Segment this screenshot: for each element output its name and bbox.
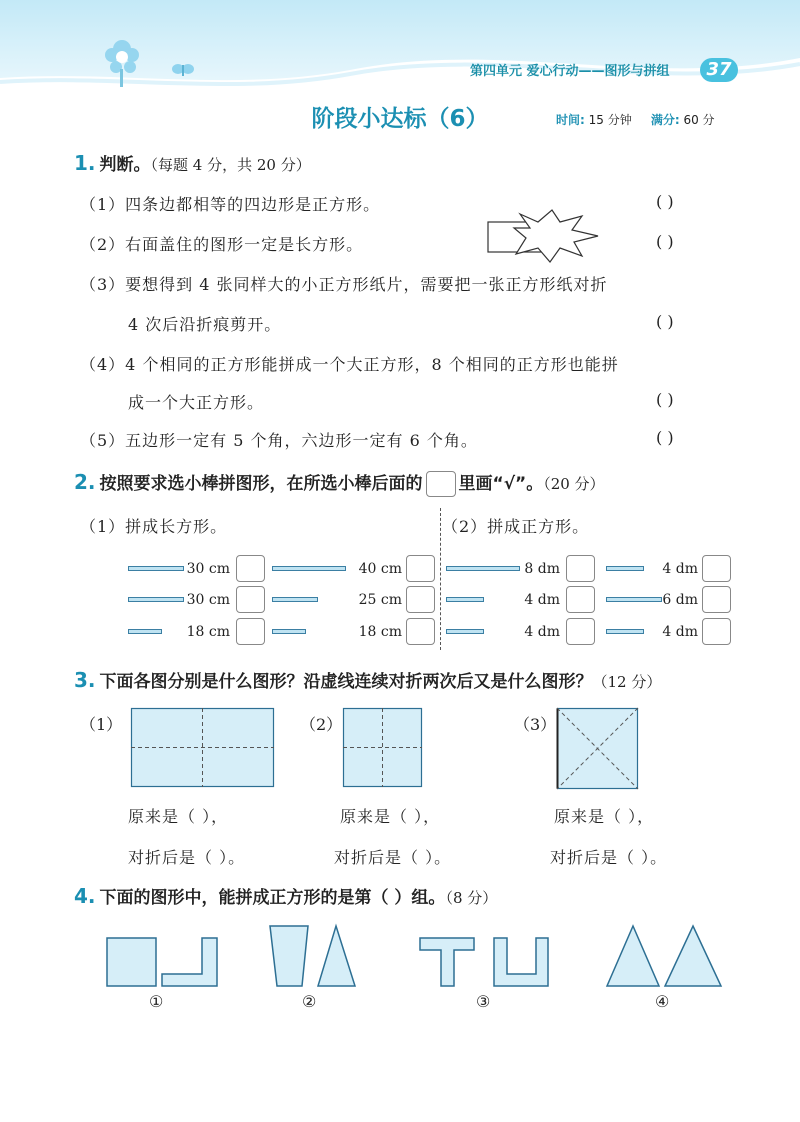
q3-folded-3: 对折后是（ ）。 xyxy=(550,848,668,867)
q2-heading xyxy=(74,469,605,497)
q2-part1-label: （1）拼成长方形。 xyxy=(80,517,228,536)
stick-length: 8 dm xyxy=(524,561,560,577)
q3-folded-2: 对折后是（ ）。 xyxy=(334,848,452,867)
time-value: 15 分钟 xyxy=(588,113,632,127)
q4-group-2-figure xyxy=(268,924,358,988)
q3-label-3: （3） xyxy=(514,715,557,734)
stick-checkbox[interactable] xyxy=(566,555,595,582)
stick-checkbox[interactable] xyxy=(702,586,731,613)
stick xyxy=(446,597,484,602)
q3-label-2: （2） xyxy=(300,715,343,734)
page-title: 阶段小达标（6） xyxy=(311,106,489,132)
stick xyxy=(128,629,162,634)
stick-checkbox[interactable] xyxy=(406,555,435,582)
flower-icon xyxy=(98,35,148,90)
covered-shape-figure xyxy=(486,208,606,264)
q1-heading xyxy=(74,150,311,175)
stick-checkbox[interactable] xyxy=(406,586,435,613)
q2-title-after: 里画“√”。 xyxy=(458,474,544,494)
q4-group-label-1: ① xyxy=(149,992,164,1011)
q3-title: 下面各图分别是什么图形？沿虚线连续对折两次后又是什么图形？ xyxy=(99,672,593,692)
q1-item-4b: 成一个大正方形。 xyxy=(128,393,265,412)
stick-checkbox[interactable] xyxy=(566,586,595,613)
stick-length: 40 cm xyxy=(358,561,402,577)
stick-checkbox[interactable] xyxy=(702,555,731,582)
stick xyxy=(606,566,644,571)
q1-item-4a: （4）4 个相同的正方形能拼成一个大正方形，8 个相同的正方形也能拼 xyxy=(80,355,619,374)
q1-item-5: （5）五边形一定有 5 个角，六边形一定有 6 个角。 xyxy=(80,431,478,450)
q4-title: 下面的图形中，能拼成正方形的是第（ ）组。 xyxy=(99,888,446,908)
q4-group-label-3: ③ xyxy=(476,992,491,1011)
q4-number: 4. xyxy=(74,884,96,908)
stick-checkbox[interactable] xyxy=(406,618,435,645)
q3-figure-square-diagonals xyxy=(557,708,639,790)
q3-orig-1: 原来是（ ）， xyxy=(128,807,229,826)
q1-item-3a: （3）要想得到 4 张同样大的小正方形纸片，需要把一张正方形纸对折 xyxy=(80,275,608,294)
stick xyxy=(606,629,644,634)
q3-number: 3. xyxy=(74,668,96,692)
q1-answer-2[interactable]: ( ) xyxy=(656,232,674,251)
q4-group-label-4: ④ xyxy=(655,992,670,1011)
stick-length: 25 cm xyxy=(358,592,402,608)
q4-group-label-2: ② xyxy=(302,992,317,1011)
q4-group-3-figure xyxy=(418,936,550,988)
q2-part2-label: （2）拼成正方形。 xyxy=(442,517,590,536)
stick xyxy=(272,566,346,571)
q3-heading xyxy=(74,667,661,692)
q2-title-before: 按照要求选小棒拼图形，在所选小棒后面的 xyxy=(99,474,423,494)
stick xyxy=(272,597,318,602)
q1-item-1: （1）四条边都相等的四边形是正方形。 xyxy=(80,195,381,214)
stick-checkbox[interactable] xyxy=(236,618,265,645)
time-label: 时间: xyxy=(556,113,585,127)
q3-folded-1: 对折后是（ ）。 xyxy=(128,848,246,867)
q1-item-2: （2）右面盖住的图形一定是长方形。 xyxy=(80,235,364,254)
q4-group-1-figure xyxy=(106,936,218,988)
q1-answer-4[interactable]: ( ) xyxy=(656,390,674,409)
q4-group-4-figure xyxy=(605,924,725,988)
unit-label: 第四单元 爱心行动——图形与拼组 xyxy=(470,64,670,79)
q3-points: （12 分） xyxy=(592,673,662,691)
q1-answer-3[interactable]: ( ) xyxy=(656,312,674,331)
q1-answer-5[interactable]: ( ) xyxy=(656,428,674,447)
stick-length: 18 cm xyxy=(358,624,402,640)
q3-orig-3: 原来是（ ）， xyxy=(554,807,655,826)
stick-length: 6 dm xyxy=(662,592,698,608)
q2-divider xyxy=(440,508,441,650)
stick xyxy=(446,629,484,634)
q3-figure-square xyxy=(343,708,423,788)
q4-points: （8 分） xyxy=(445,889,498,907)
stick-checkbox[interactable] xyxy=(702,618,731,645)
q3-figure-rectangle xyxy=(131,708,275,788)
q3-label-1: （1） xyxy=(80,715,123,734)
stick-checkbox[interactable] xyxy=(236,555,265,582)
q1-points: （每题 4 分，共 20 分） xyxy=(150,156,311,174)
score-value: 60 分 xyxy=(683,113,715,127)
butterfly-icon xyxy=(172,62,194,78)
stick-length: 4 dm xyxy=(662,624,698,640)
stick xyxy=(272,629,306,634)
q3-orig-2: 原来是（ ）， xyxy=(340,807,441,826)
time-score-info xyxy=(556,111,715,128)
q1-answer-1[interactable]: ( ) xyxy=(656,192,674,211)
q1-number: 1. xyxy=(74,151,96,175)
stick-length: 30 cm xyxy=(186,561,230,577)
stick-length: 4 dm xyxy=(524,624,560,640)
q2-title-box xyxy=(426,471,456,497)
q2-number: 2. xyxy=(74,470,96,494)
q1-title: 判断。 xyxy=(99,155,151,175)
q1-item-3b: 4 次后沿折痕剪开。 xyxy=(128,315,282,334)
score-label: 满分: xyxy=(650,113,680,127)
stick-length: 18 cm xyxy=(186,624,230,640)
page-number: 37 xyxy=(700,58,738,82)
q2-points: （20 分） xyxy=(543,475,605,493)
stick-checkbox[interactable] xyxy=(236,586,265,613)
stick-checkbox[interactable] xyxy=(566,618,595,645)
q4-heading xyxy=(74,883,497,908)
stick-length: 30 cm xyxy=(186,592,230,608)
stick-length: 4 dm xyxy=(662,561,698,577)
stick-length: 4 dm xyxy=(524,592,560,608)
